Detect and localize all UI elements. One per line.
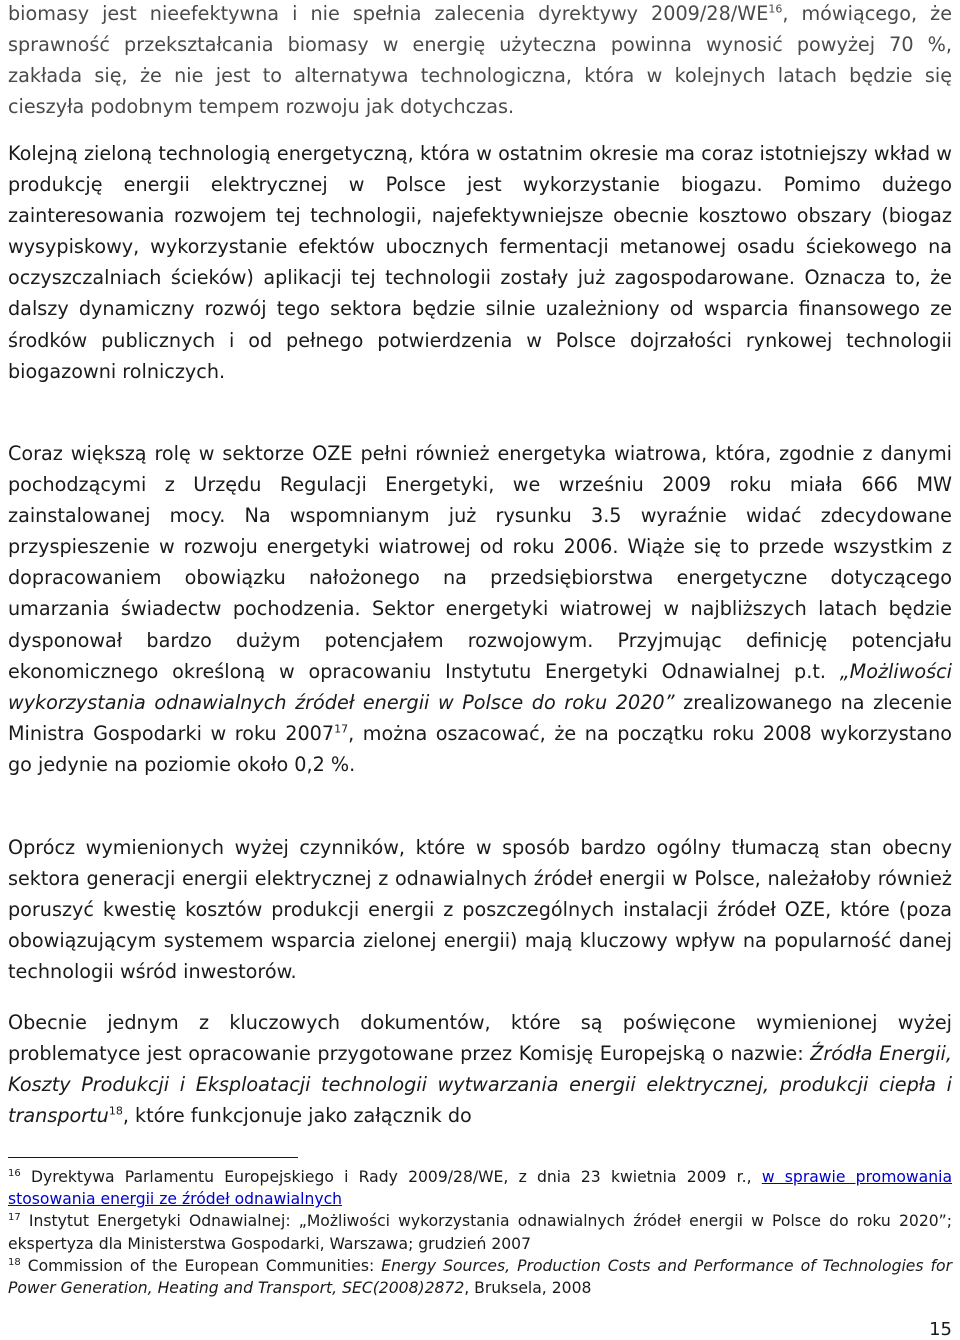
paragraph-biogas xyxy=(8,138,952,387)
footnote-16 xyxy=(8,1166,952,1210)
paragraph-wind-text-b: zrealizowanego na zlecenie Ministra Gospodarki w roku 2007 xyxy=(8,690,952,745)
footnote-18-text-b: , Bruksela, 2008 xyxy=(464,1279,592,1298)
footnote-ref-16[interactable]: 16 xyxy=(768,2,783,16)
paragraph-biogas-text: Kolejną zieloną technologią energetyczną, która w ostatnim okresie ma coraz istotniejszy wkład w produkcję energii elektrycznej w Polsce jest wykorzystanie biogazu. Pomimo dużego zainteresowania rozwojem tej technologii, najefektywniejsze obecnie kosztowo obszary (biogaz wysypiskowy, wykorzystanie efektów ubocznych fermentacji metanowej osadu ściekowego na oczyszczalniach ścieków) aplikacji tej technologii zostały już zagospodarowane. Oznacza to, że dalszy dynamiczny rozwój tego sektora będzie silnie uzależniony od wsparcia finansowego ze środków publicznych i od pełnego potwierdzenia w Polsce dojrzałości rynkowej technologii biogazowni rolniczych. xyxy=(8,142,952,383)
footnote-18-italic-title: Energy Sources, Production Costs and Performance of Technologies for Power Generation, Heating and Transport, SEC(2008)2872 xyxy=(8,1256,952,1298)
paragraph-wind-energy xyxy=(8,438,952,780)
paragraph-costs-text: Oprócz wymienionych wyżej czynników, które w sposób bardzo ogólny tłumaczą stan obecny sektora generacji energii elektrycznej z odnawialnych źródeł energii w Polsce, należałoby również poruszyć kwestię kosztów produkcji energii z poszczególnych instalacji źródeł OZE, które (poza obowiązującym systemem wsparcia zielonej energii) mają kluczowy wpływ na popularność danej technologii wśród inwestorów. xyxy=(8,836,952,984)
footnote-18-text-a: Commission of the European Communities: xyxy=(20,1256,382,1275)
footnote-17-number: 17 xyxy=(8,1212,21,1224)
footnote-ref-17[interactable]: 17 xyxy=(334,722,349,736)
page-number: 15 xyxy=(929,1319,952,1340)
paragraph-biomass xyxy=(8,0,952,122)
paragraph-wind-text-c: , można oszacować, że na początku roku 2008 wykorzystano go jedynie na poziomie około 0,2 %. xyxy=(8,721,952,776)
footnote-17-text: Instytut Energetyki Odnawialnej: „Możliwości wykorzystania odnawialnych źródeł energii w Polsce do roku 2020”; ekspertyza dla Ministerstwa Gospodarki, Warszawa; grudzień 2007 xyxy=(8,1212,952,1253)
paragraph-ec-text-a: Obecnie jednym z kluczowych dokumentów, które są poświęcone wymienionej wyżej problematyce jest opracowanie przygotowane przez Komisję Europejską o nazwie: xyxy=(8,1011,952,1066)
footnote-16-text: Dyrektywa Parlamentu Europejskiego i Rady 2009/28/WE, z dnia 23 kwietnia 2009 r., xyxy=(20,1168,762,1186)
footnote-18 xyxy=(8,1255,952,1299)
footnote-17 xyxy=(8,1210,952,1254)
paragraph-ec-italic-title: Źródła Energii, Koszty Produkcji i Eksploatacji technologii wytwarzania energii elektrycznej, produkcji ciepła i transportu xyxy=(8,1042,952,1128)
paragraph-biomass-text-a: biomasy jest nieefektywna i nie spełnia zalecenia dyrektywy 2009/28/WE xyxy=(8,2,769,25)
footnote-18-number: 18 xyxy=(8,1256,21,1268)
paragraph-ec-document xyxy=(8,1007,952,1131)
paragraph-wind-text-a: Coraz większą rolę w sektorze OZE pełni również energetyka wiatrowa, która, zgodnie z danymi pochodzącymi z Urzędu Regulacji Energetyki, we wrześniu 2009 roku miała 666 MW zainstalowanej mocy. Na wspomnianym już rysunku 3.5 wyraźnie widać zdecydowane przyspieszenie w rozwoju energetyki wiatrowej od roku 2006. Wiąże się to przede wszystkim z dopracowaniem obowiązku nałożonego na przedsiębiorstwa energetyczne dotyczącego umarzania świadectw pochodzenia. Sektor energetyki wiatrowej w najbliższych latach będzie dysponował bardzo dużym potencjałem rozwojowym. Przyjmując definicję potencjału ekonomicznego określoną w opracowaniu Instytutu Energetyki Odnawialnej p.t. xyxy=(8,442,952,683)
paragraph-wind-italic-title: „Możliwości wykorzystania odnawialnych źródeł energii w Polsce do roku 2020” xyxy=(8,659,952,714)
paragraph-ec-text-b: , które funkcjonuje jako załącznik do xyxy=(122,1104,472,1128)
paragraph-biomass-text-b: , mówiącego, że sprawność przekształcania biomasy w energię użyteczna powinna wynosić powyżej 70 %, zakłada się, że nie jest to alternatywa technologiczna, która w kolejnych latach będzie się cieszyła podobnym tempem rozwoju jak dotychczas. xyxy=(8,2,952,119)
footnote-16-link[interactable]: w sprawie promowania stosowania energii ze źródeł odnawialnych xyxy=(8,1168,953,1209)
paragraph-costs xyxy=(8,832,952,987)
footnote-16-number: 16 xyxy=(8,1167,21,1179)
footnotes xyxy=(8,1166,952,1299)
footnote-ref-18[interactable]: 18 xyxy=(108,1104,123,1118)
footnote-separator xyxy=(8,1157,298,1158)
